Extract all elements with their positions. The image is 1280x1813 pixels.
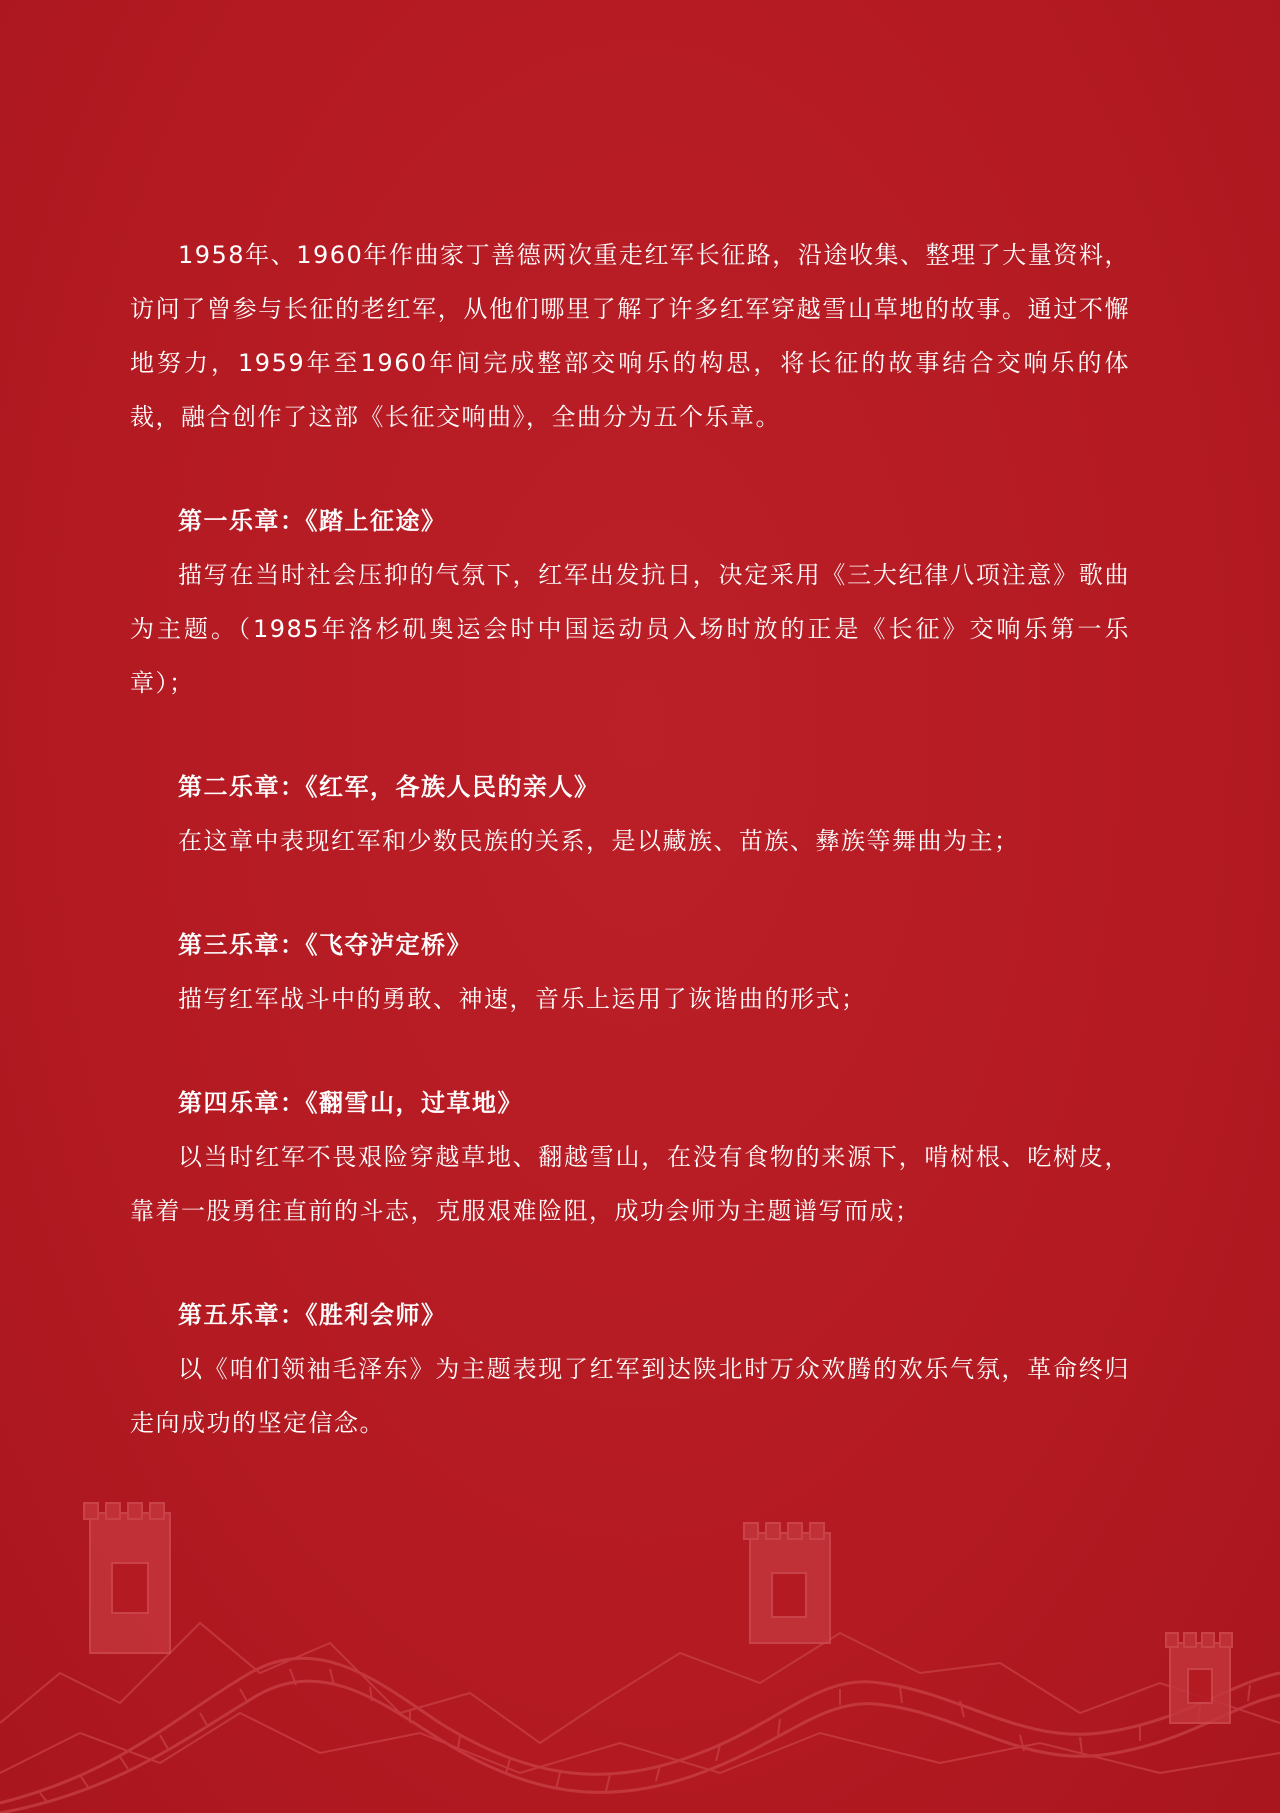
intro-paragraph: 1958年、1960年作曲家丁善德两次重走红军长征路，沿途收集、整理了大量资料，访问了曾参与长征的老红军，从他们哪里了解了许多红军穿越雪山草地的故事。通过不懈地努力，1959年至1960年间完成整部交响乐的构思，将长征的故事结合交响乐的体裁，融合创作了这部《长征交响曲》，全曲分为五个乐章。 xyxy=(130,241,1130,431)
movement-section-2 xyxy=(130,760,1130,868)
movement-title: 第五乐章：《胜利会师》 xyxy=(178,1301,447,1329)
movement-title: 第一乐章：《踏上征途》 xyxy=(178,507,447,535)
movement-section-4 xyxy=(130,1076,1130,1238)
movement-title: 第三乐章：《飞夺泸定桥》 xyxy=(178,931,472,959)
movement-description: 以《咱们领袖毛泽东》为主题表现了红军到达陕北时万众欢腾的欢乐气氛，革命终归走向成功的坚定信念。 xyxy=(130,1355,1130,1437)
movement-section-5 xyxy=(130,1288,1130,1450)
movement-description: 以当时红军不畏艰险穿越草地、翻越雪山，在没有食物的来源下，啃树根、吃树皮，靠着一股勇往直前的斗志，克服艰难险阻，成功会师为主题谱写而成； xyxy=(130,1143,1130,1225)
movement-description: 描写红军战斗中的勇敢、神速，音乐上运用了诙谐曲的形式； xyxy=(178,985,867,1013)
movement-section-1 xyxy=(130,494,1130,710)
movement-description: 描写在当时社会压抑的气氛下，红军出发抗日，决定采用《三大纪律八项注意》歌曲为主题。（1985年洛杉矶奥运会时中国运动员入场时放的正是《长征》交响乐第一乐章）； xyxy=(130,561,1130,697)
movement-title: 第二乐章：《红军，各族人民的亲人》 xyxy=(178,773,600,801)
movement-description: 在这章中表现红军和少数民族的关系，是以藏族、苗族、彝族等舞曲为主； xyxy=(178,827,1020,855)
great-wall-illustration xyxy=(0,1473,1280,1813)
article-content xyxy=(130,228,1130,1450)
movement-section-3 xyxy=(130,918,1130,1026)
movement-title: 第四乐章：《翻雪山，过草地》 xyxy=(178,1089,523,1117)
